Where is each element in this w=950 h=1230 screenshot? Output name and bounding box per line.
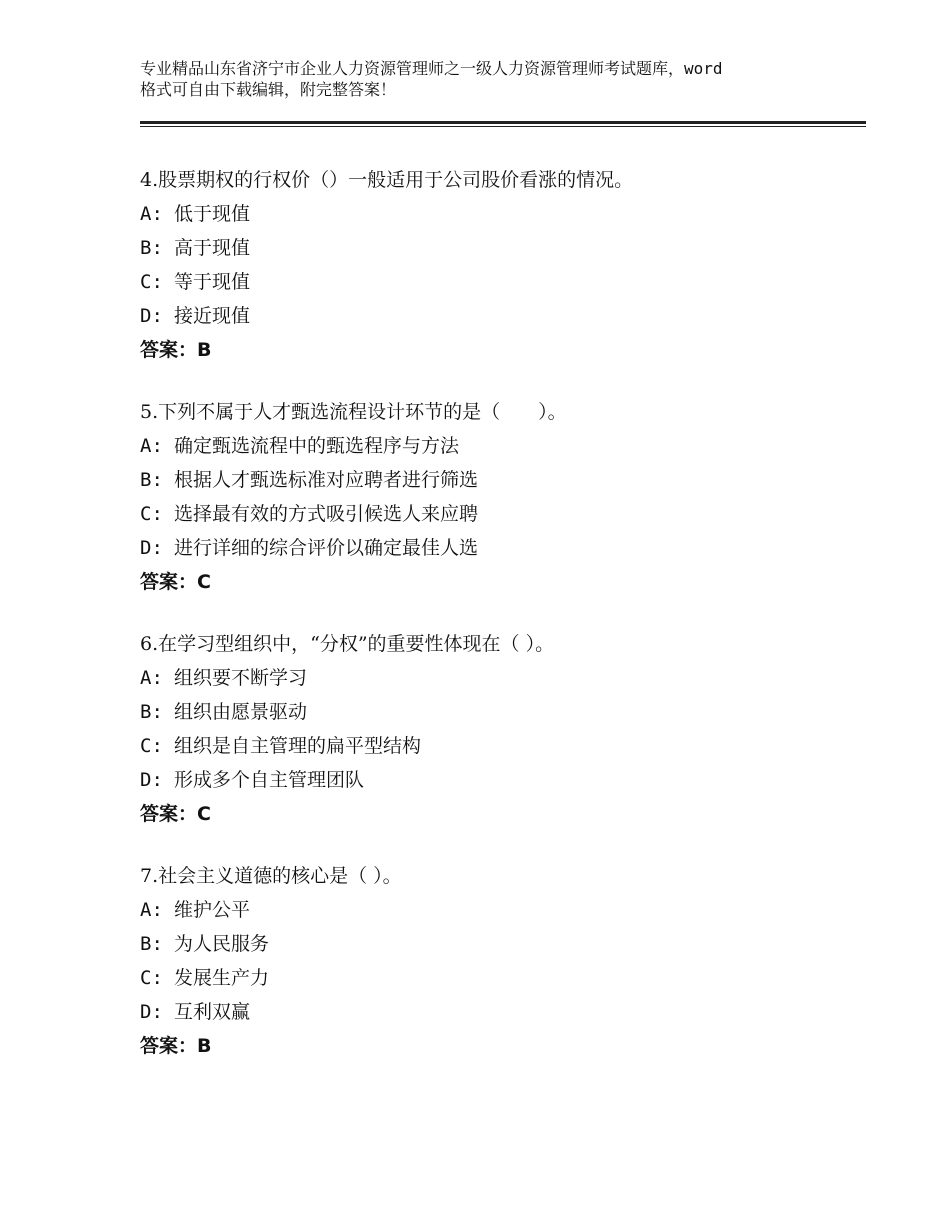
answer-value: B — [197, 1035, 212, 1057]
option-c — [140, 729, 860, 763]
option-key: B: — [140, 933, 163, 955]
question-text: 6.在学习型组织中，“分权”的重要性体现在（ ）。 — [140, 633, 555, 655]
option-c — [140, 265, 860, 299]
option-d — [140, 531, 860, 565]
option-d — [140, 299, 860, 333]
option-text: 进行详细的综合评价以确定最佳人选 — [174, 537, 479, 559]
option-text: 根据人才甄选标准对应聘者进行筛选 — [174, 469, 479, 491]
option-text: 维护公平 — [174, 899, 251, 921]
option-key: A: — [140, 899, 163, 921]
question-text: 4.股票期权的行权价（）一般适用于公司股价看涨的情况。 — [140, 169, 634, 191]
option-text: 接近现值 — [174, 305, 251, 327]
option-key: D: — [140, 1001, 163, 1023]
option-text: 组织由愿景驱动 — [174, 701, 308, 723]
answer-value: C — [197, 571, 211, 593]
option-text: 高于现值 — [174, 237, 251, 259]
option-text: 组织要不断学习 — [174, 667, 308, 689]
option-key: A: — [140, 667, 163, 689]
option-key: A: — [140, 435, 163, 457]
option-a — [140, 429, 860, 463]
option-c — [140, 497, 860, 531]
option-a — [140, 197, 860, 231]
header-line-1: 专业精品山东省济宁市企业人力资源管理师之一级人力资源管理师考试题库，word — [140, 59, 723, 78]
option-a — [140, 893, 860, 927]
option-key: C: — [140, 735, 163, 757]
option-text: 互利双赢 — [174, 1001, 251, 1023]
header-divider-thin — [140, 126, 866, 127]
option-key: B: — [140, 237, 163, 259]
option-d — [140, 995, 860, 1029]
question-text: 7.社会主义道德的核心是（ ）。 — [140, 865, 402, 887]
question-6 — [140, 627, 860, 831]
answer-line — [140, 797, 860, 831]
option-b — [140, 695, 860, 729]
answer-label: 答案： — [140, 339, 198, 361]
answer-line — [140, 1029, 860, 1063]
option-text: 等于现值 — [174, 271, 251, 293]
option-key: D: — [140, 537, 163, 559]
answer-value: B — [197, 339, 212, 361]
answer-line — [140, 333, 860, 367]
option-key: B: — [140, 469, 163, 491]
option-text: 为人民服务 — [174, 933, 270, 955]
option-text: 确定甄选流程中的甄选程序与方法 — [174, 435, 460, 457]
option-key: D: — [140, 305, 163, 327]
option-key: A: — [140, 203, 163, 225]
option-b — [140, 463, 860, 497]
question-list — [140, 163, 860, 1091]
document-header — [140, 58, 840, 100]
option-text: 发展生产力 — [174, 967, 270, 989]
option-a — [140, 661, 860, 695]
question-text: 5.下列不属于人才甄选流程设计环节的是（ ）。 — [140, 401, 567, 423]
question-5 — [140, 395, 860, 599]
option-key: C: — [140, 967, 163, 989]
option-key: D: — [140, 769, 163, 791]
option-key: C: — [140, 503, 163, 525]
answer-label: 答案： — [140, 571, 198, 593]
option-text: 低于现值 — [174, 203, 251, 225]
answer-line — [140, 565, 860, 599]
option-d — [140, 763, 860, 797]
header-line-2: 格式可自由下载编辑，附完整答案！ — [140, 80, 397, 99]
option-c — [140, 961, 860, 995]
option-b — [140, 927, 860, 961]
question-7 — [140, 859, 860, 1063]
question-4 — [140, 163, 860, 367]
option-key: B: — [140, 701, 163, 723]
answer-label: 答案： — [140, 1035, 198, 1057]
option-text: 组织是自主管理的扁平型结构 — [174, 735, 422, 757]
option-text: 形成多个自主管理团队 — [174, 769, 365, 791]
option-b — [140, 231, 860, 265]
option-text: 选择最有效的方式吸引候选人来应聘 — [174, 503, 479, 525]
header-divider-thick — [140, 121, 866, 124]
option-key: C: — [140, 271, 163, 293]
answer-label: 答案： — [140, 803, 198, 825]
answer-value: C — [197, 803, 211, 825]
